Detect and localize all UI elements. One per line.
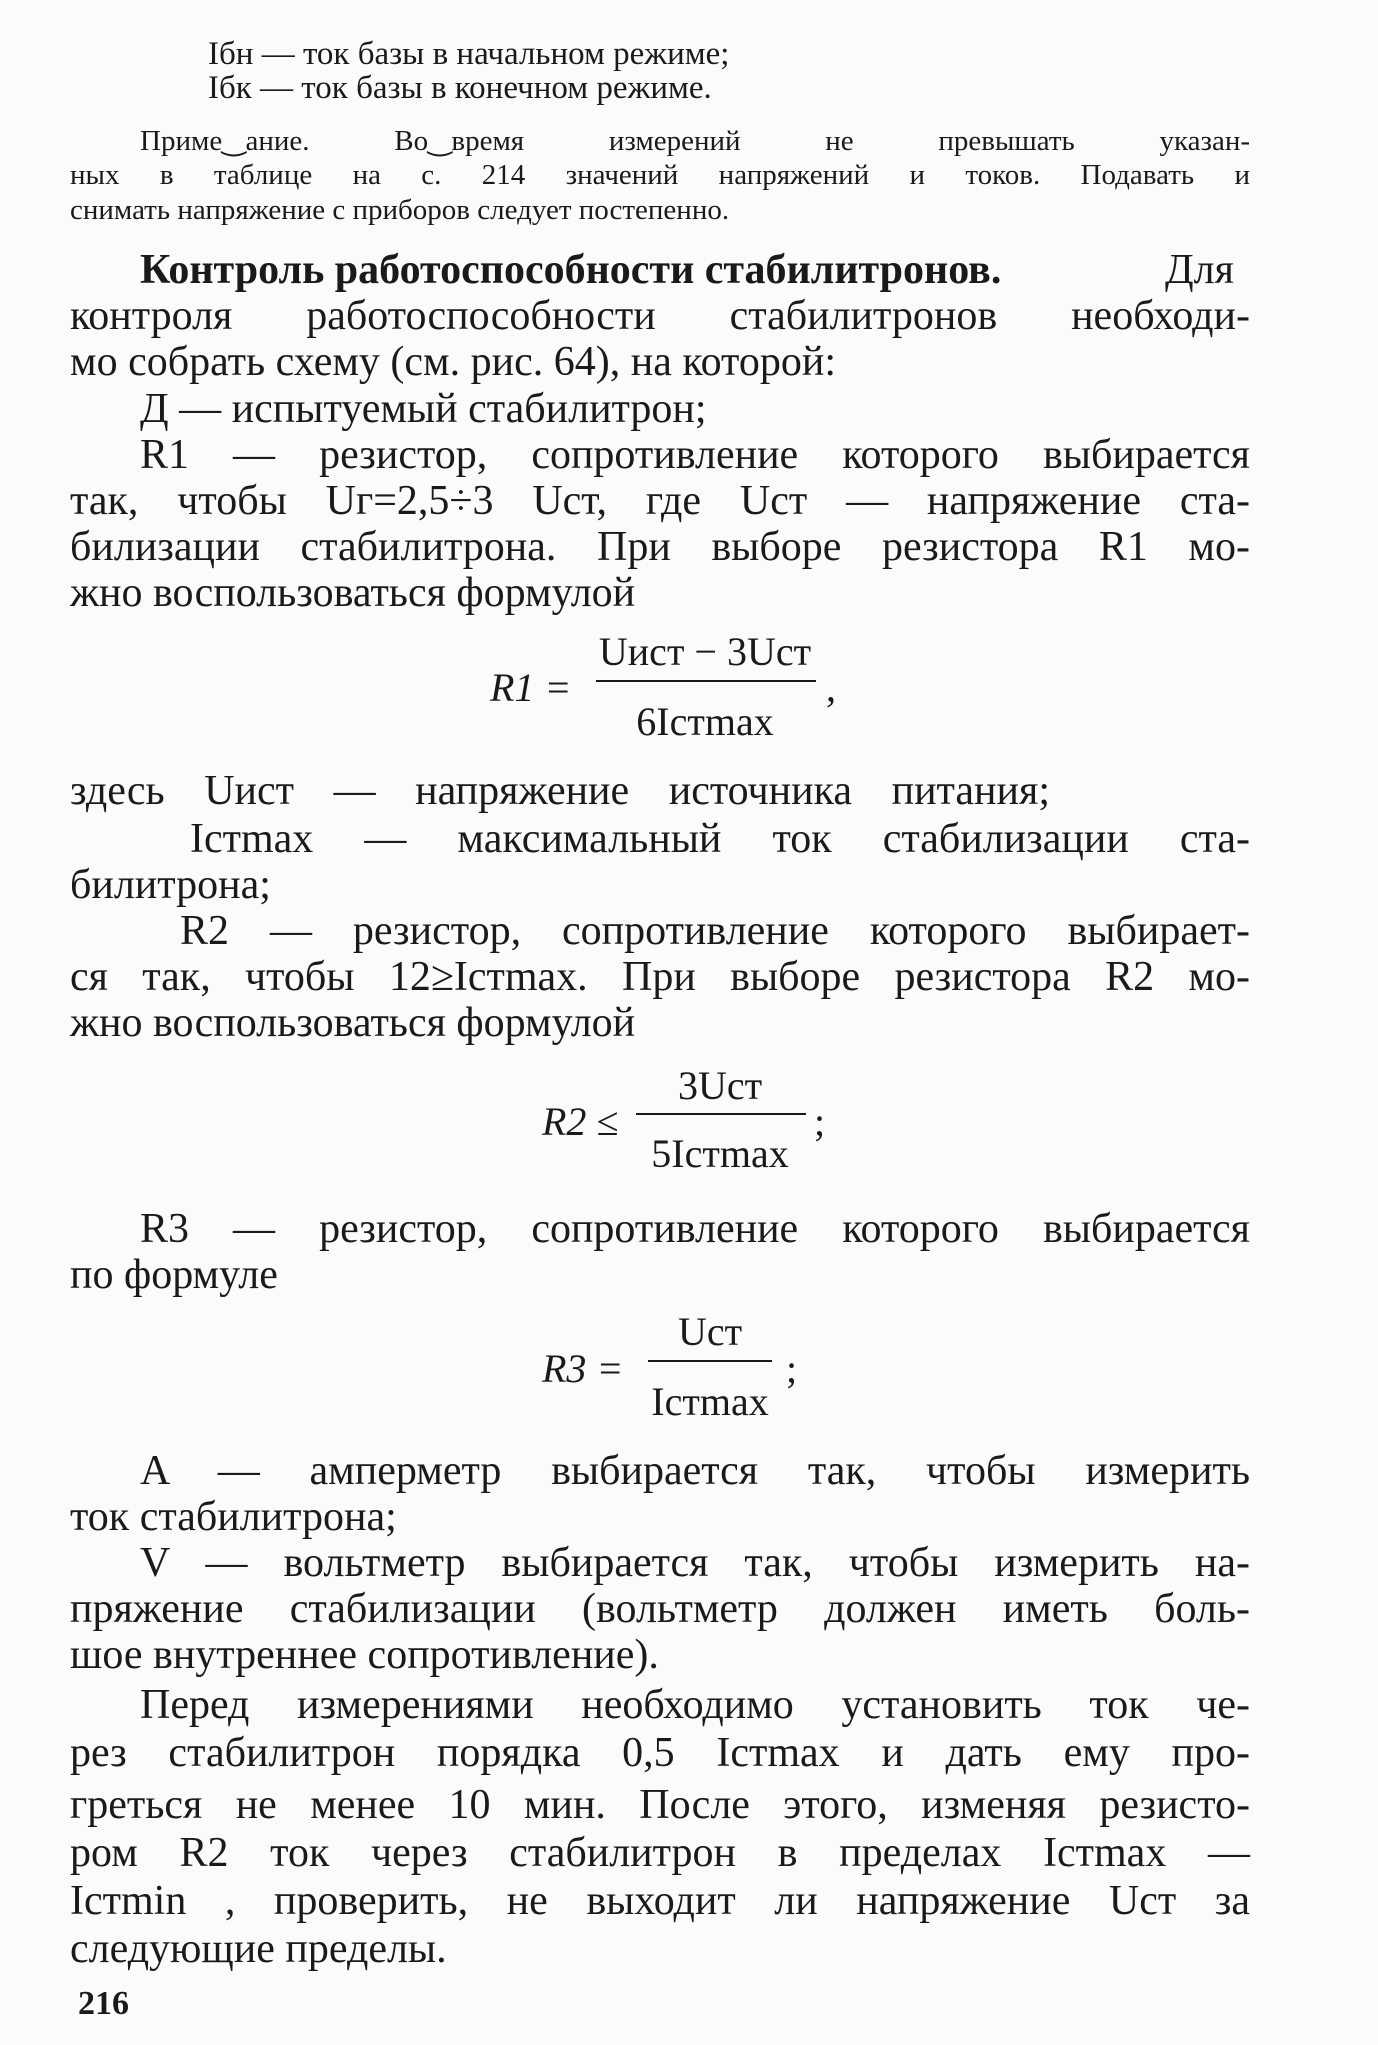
body-line: мо собрать схему (см. рис. 64), на которой:: [70, 339, 837, 385]
body-line: жно воспользоваться формулой: [70, 570, 636, 616]
body-line: контроля работоспособности стабилитронов необходи-: [70, 293, 1250, 339]
body-line: здесь Uист — напряжение источника питания;: [70, 768, 1050, 814]
body-line: Перед измерениями необходимо установить ток че-: [140, 1682, 1250, 1728]
body-line: V — вольтметр выбирается так, чтобы измерить на-: [140, 1540, 1250, 1586]
body-line: Iстmin , проверить, не выходит ли напряжение Uст за: [70, 1878, 1250, 1924]
formula-r3-lhs: R3 =: [542, 1346, 624, 1391]
body-line: R2 — резистор, сопротивление которого выбирает-: [180, 908, 1250, 954]
formula-r2-lhs: R2 ≤: [542, 1099, 619, 1144]
formula-r1-numerator: Uист − 3Uст: [598, 629, 812, 674]
formula-r1-lhs: R1 =: [490, 665, 572, 710]
body-line: Iстmax — максимальный ток стабилизации ста-: [190, 816, 1250, 862]
body-line: Д — испытуемый стабилитрон;: [140, 386, 707, 432]
body-line: R3 — резистор, сопротивление которого выбирается: [140, 1206, 1250, 1252]
body-line: ром R2 ток через стабилитрон в пределах Iстmax —: [70, 1830, 1250, 1876]
header-note-1: Iбн — ток базы в начальном режиме;: [208, 36, 730, 72]
formula-r1-denominator: 6Iстmax: [636, 699, 774, 744]
body-line: билитрона;: [70, 862, 271, 908]
formula-r3-numerator: Uст: [677, 1309, 743, 1354]
formula-r2-denominator: 5Iстmax: [651, 1131, 789, 1176]
formula-r2-fraction-bar: [636, 1113, 806, 1115]
body-line: R1 — резистор, сопротивление которого выбирается: [140, 432, 1250, 478]
body-line: пряжение стабилизации (вольтметр должен иметь боль-: [70, 1586, 1250, 1632]
section-heading: Контроль работоспособности стабилитронов.: [140, 247, 1002, 293]
formula-r1-fraction-bar: [596, 680, 816, 682]
body-line: билизации стабилитрона. При выборе резистора R1 мо-: [70, 524, 1250, 570]
formula-r3-tail: ;: [786, 1346, 798, 1391]
body-line: рез стабилитрон порядка 0,5 Iстmax и дать ему про-: [70, 1730, 1250, 1776]
formula-r2-numerator: 3Uст: [677, 1063, 763, 1108]
formula-r2-tail: ;: [814, 1099, 826, 1144]
formula-r3-fraction-bar: [648, 1360, 772, 1362]
formula-r3-denominator: Iстmax: [651, 1379, 769, 1424]
formula-r1-tail: ,: [826, 665, 836, 710]
body-line: так, чтобы Uг=2,5÷3 Uст, где Uст — напряжение ста-: [70, 478, 1250, 524]
body-line: ся так, чтобы 12≥Iстmax. При выборе резистора R2 мо-: [70, 954, 1250, 1000]
header-note-2: Iбк — ток базы в конечном режиме.: [208, 70, 712, 106]
body-line: A — амперметр выбирается так, чтобы измерить: [140, 1448, 1250, 1494]
note-line-2: ных в таблице на с. 214 значений напряжений и токов. Подавать и: [70, 159, 1250, 191]
note-line-3: снимать напряжение с приборов следует постепенно.: [70, 194, 730, 226]
body-line: Для: [1165, 247, 1234, 293]
body-line: ток стабилитрона;: [70, 1494, 397, 1540]
body-line: греться не менее 10 мин. После этого, изменяя резисто-: [70, 1782, 1250, 1828]
page-number: 216: [78, 1985, 129, 2022]
body-line: следующие пределы.: [70, 1926, 447, 1972]
note-line-1: Приме‿ание. Во‿время измерений не превышать указан-: [140, 125, 1250, 157]
body-line: по формуле: [70, 1252, 278, 1298]
body-line: жно воспользоваться формулой: [70, 1000, 636, 1046]
body-line: шое внутреннее сопротивление).: [70, 1632, 659, 1678]
